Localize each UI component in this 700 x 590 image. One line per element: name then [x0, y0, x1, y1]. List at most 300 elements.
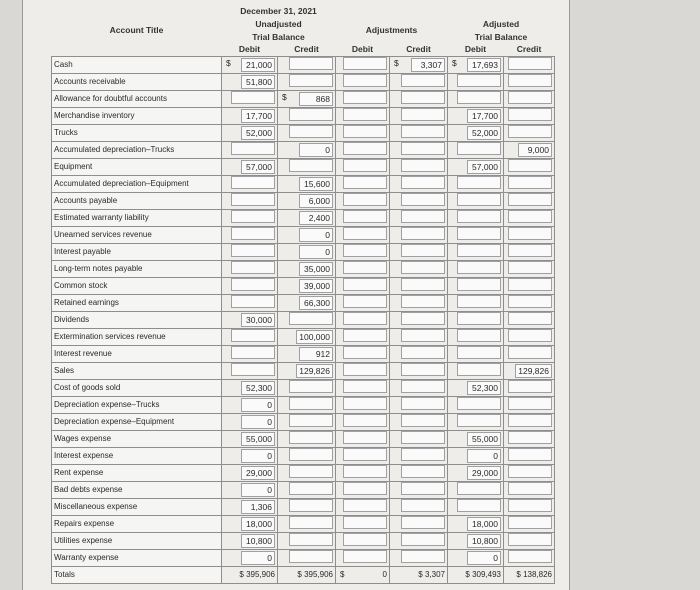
adjusted-debit-input[interactable] [457, 482, 501, 495]
adjustment-credit-input[interactable] [401, 414, 445, 427]
adjustment-credit-cell [390, 311, 448, 328]
adjusted-credit-cell [504, 56, 555, 73]
adjusted-debit-input[interactable] [457, 312, 501, 325]
adjusted-credit-input[interactable] [508, 193, 552, 206]
account-name-cell[interactable]: Common stock [52, 277, 222, 294]
table-row [52, 243, 555, 260]
unadjusted-credit-cell [278, 328, 336, 345]
adjustment-debit-input[interactable] [343, 380, 387, 393]
adjusted-debit-input[interactable] [457, 397, 501, 410]
unadjusted-credit-input[interactable]: 0 [299, 143, 333, 157]
table-row [52, 362, 555, 379]
adjusted-credit-cell [504, 413, 555, 430]
adjustment-credit-cell [390, 243, 448, 260]
adjusted-credit-input[interactable] [508, 465, 552, 478]
adjustment-debit-input[interactable] [343, 142, 387, 155]
adjusted-credit-cell [504, 430, 555, 447]
adjusted-credit-input[interactable] [508, 74, 552, 87]
adjusted-debit-input[interactable] [457, 346, 501, 359]
adjusted-credit-input[interactable] [508, 499, 552, 512]
unadjusted-debit-input[interactable]: 18,000 [241, 517, 275, 531]
adjustment-debit-cell [336, 481, 390, 498]
adjustment-debit-input[interactable] [343, 74, 387, 87]
adjusted-credit-cell [504, 532, 555, 549]
adjusted-debit-cell [448, 396, 504, 413]
adjustment-debit-input[interactable] [343, 414, 387, 427]
total-adjustment-debit-cell [336, 566, 390, 583]
unadjusted-credit-input[interactable]: 66,300 [299, 296, 333, 310]
adjusted-debit-cell [448, 243, 504, 260]
unadjusted-credit-input[interactable] [289, 499, 333, 512]
unadjusted-debit-cell [222, 158, 278, 175]
totals-label: Totals [52, 566, 222, 583]
unadjusted-debit-cell [222, 90, 278, 107]
adjusted-debit-input[interactable] [457, 261, 501, 274]
adjustment-debit-input[interactable] [343, 261, 387, 274]
adjusted-credit-input[interactable] [508, 261, 552, 274]
adjustment-debit-input[interactable] [343, 516, 387, 529]
adjusted-credit-input[interactable] [508, 431, 552, 444]
adjustment-debit-cell [336, 311, 390, 328]
adjusted-debit-cell [448, 532, 504, 549]
adjusted-credit-input[interactable] [508, 57, 552, 70]
adjusted-credit-input[interactable] [508, 227, 552, 240]
adjusted-debit-input[interactable]: 17,693 [467, 58, 501, 72]
account-name-cell[interactable]: Extermination services revenue [52, 328, 222, 345]
adjusted-credit-cell [504, 498, 555, 515]
adjusted-credit-input[interactable] [508, 448, 552, 461]
adjustment-debit-input[interactable] [343, 329, 387, 342]
adjustment-credit-input[interactable] [401, 125, 445, 138]
account-name-cell[interactable]: Accounts receivable [52, 73, 222, 90]
adjusted-credit-input[interactable] [508, 533, 552, 546]
adjusted-credit-cell [504, 260, 555, 277]
adjustment-credit-input[interactable] [401, 74, 445, 87]
account-name-cell[interactable]: Depreciation expense–Equipment [52, 413, 222, 430]
unadjusted-debit-input[interactable]: 30,000 [241, 313, 275, 327]
adjustment-debit-input[interactable] [343, 482, 387, 495]
adjusted-debit-input[interactable] [457, 295, 501, 308]
account-name-cell[interactable]: Allowance for doubtful accounts [52, 90, 222, 107]
adjustment-credit-cell [390, 158, 448, 175]
adjusted-debit-cell [448, 430, 504, 447]
table-row [52, 209, 555, 226]
table-row [52, 158, 555, 175]
unadjusted-credit-input[interactable]: 129,826 [296, 364, 333, 378]
total-adjustment-debit: 0 [382, 570, 387, 579]
account-name-cell[interactable]: Cost of goods sold [52, 379, 222, 396]
adjustment-credit-input[interactable] [401, 329, 445, 342]
adjustment-debit-input[interactable] [343, 448, 387, 461]
account-name-cell[interactable]: Accumulated depreciation–Equipment [52, 175, 222, 192]
unadjusted-credit-input[interactable] [289, 125, 333, 138]
unadjusted-debit-input[interactable]: 52,300 [241, 381, 275, 395]
adjustment-debit-input[interactable] [343, 550, 387, 563]
adjustment-credit-input[interactable] [401, 346, 445, 359]
account-name-cell[interactable]: Utilities expense [52, 532, 222, 549]
unadjusted-debit-input[interactable] [231, 261, 275, 274]
unadjusted-debit-input[interactable] [231, 295, 275, 308]
adjustment-debit-input[interactable] [343, 278, 387, 291]
adjustment-debit-cell [336, 532, 390, 549]
adjustment-debit-cell [336, 90, 390, 107]
adjusted-debit-cell [448, 226, 504, 243]
adjustment-debit-input[interactable] [343, 57, 387, 70]
adjusted-credit-heading: Credit [516, 44, 542, 55]
unadjusted-debit-input[interactable]: 29,000 [241, 466, 275, 480]
unadjusted-credit-input[interactable]: 0 [299, 245, 333, 259]
account-name-cell[interactable]: Warranty expense [52, 549, 222, 566]
adjustment-debit-cell [336, 192, 390, 209]
unadjusted-credit-cell [278, 447, 336, 464]
account-name-cell[interactable]: Bad debts expense [52, 481, 222, 498]
adjustment-debit-input[interactable] [343, 227, 387, 240]
adjustment-credit-cell [390, 345, 448, 362]
account-name-cell[interactable]: Long-term notes payable [52, 260, 222, 277]
account-name-cell[interactable]: Cash [52, 56, 222, 73]
account-name-cell[interactable]: Dividends [52, 311, 222, 328]
unadjusted-credit-cell [278, 90, 336, 107]
adjusted-debit-input[interactable] [457, 193, 501, 206]
adjusted-debit-input[interactable] [457, 329, 501, 342]
unadjusted-credit-input[interactable]: 868 [299, 92, 333, 106]
account-name-cell[interactable]: Repairs expense [52, 515, 222, 532]
table-row [52, 515, 555, 532]
adjustment-credit-cell [390, 260, 448, 277]
unadjusted-credit-input[interactable] [289, 108, 333, 121]
adjusted-debit-input[interactable]: 29,000 [467, 466, 501, 480]
account-name-cell[interactable]: Depreciation expense–Trucks [52, 396, 222, 413]
unadjusted-debit-input[interactable]: 51,800 [241, 75, 275, 89]
adjustment-credit-cell [390, 532, 448, 549]
adjusted-debit-input[interactable]: 0 [467, 551, 501, 565]
adjusted-credit-cell [504, 175, 555, 192]
adjustment-debit-cell [336, 56, 390, 73]
adjustment-credit-cell [390, 124, 448, 141]
unadjusted-debit-input[interactable]: 1,306 [241, 500, 275, 514]
account-name-cell[interactable]: Miscellaneous expense [52, 498, 222, 515]
unadjusted-debit-cell [222, 107, 278, 124]
unadjusted-debit-input[interactable]: 57,000 [241, 160, 275, 174]
adjustment-debit-input[interactable] [343, 431, 387, 444]
unadjusted-credit-input[interactable] [289, 465, 333, 478]
unadjusted-debit-cell [222, 209, 278, 226]
adjustment-debit-input[interactable] [343, 312, 387, 325]
unadjusted-credit-input[interactable] [289, 159, 333, 172]
adjustment-debit-input[interactable] [343, 499, 387, 512]
table-row [52, 481, 555, 498]
adjusted-debit-input[interactable] [457, 176, 501, 189]
total-adjusted-credit: $ 138,826 [516, 570, 552, 579]
adjustment-debit-input[interactable] [343, 108, 387, 121]
unadjusted-debit-input[interactable] [231, 210, 275, 223]
unadjusted-credit-input[interactable]: 912 [299, 347, 333, 361]
unadjusted-debit-input[interactable]: 55,000 [241, 432, 275, 446]
adjusted-debit-input[interactable] [457, 74, 501, 87]
account-name-cell[interactable]: Interest revenue [52, 345, 222, 362]
adjusted-credit-cell [504, 124, 555, 141]
adjusted-credit-input[interactable] [508, 278, 552, 291]
adjusted-debit-cell [448, 260, 504, 277]
adjusted-debit-input[interactable]: 10,800 [467, 534, 501, 548]
adjustment-credit-input[interactable] [401, 499, 445, 512]
adjustment-credit-input[interactable] [401, 210, 445, 223]
adjustment-debit-input[interactable] [343, 363, 387, 376]
unadjusted-debit-input[interactable] [231, 278, 275, 291]
adjusted-credit-input[interactable] [508, 329, 552, 342]
unadjusted-credit-input[interactable]: 0 [299, 228, 333, 242]
adjustment-credit-input[interactable] [401, 380, 445, 393]
adjusted-debit-input[interactable] [457, 91, 501, 104]
unadjusted-credit-cell [278, 362, 336, 379]
adjustment-credit-cell [390, 430, 448, 447]
adjusted-debit-input[interactable] [457, 278, 501, 291]
adjusted-credit-input[interactable] [508, 176, 552, 189]
adjustment-credit-cell [390, 56, 448, 73]
account-name-cell[interactable]: Accounts payable [52, 192, 222, 209]
account-name-cell[interactable]: Interest expense [52, 447, 222, 464]
table-row [52, 464, 555, 481]
adjusted-credit-input[interactable] [508, 125, 552, 138]
unadjusted-credit-input[interactable]: 6,000 [299, 194, 333, 208]
adjusted-debit-cell [448, 90, 504, 107]
adjusted-credit-cell [504, 226, 555, 243]
adjustment-credit-input[interactable] [401, 108, 445, 121]
adjusted-debit-input[interactable] [457, 210, 501, 223]
adjusted-credit-cell [504, 345, 555, 362]
unadjusted-debit-input[interactable] [231, 91, 275, 104]
adjustment-credit-cell [390, 379, 448, 396]
unadjusted-debit-input[interactable] [231, 193, 275, 206]
unadjusted-credit-input[interactable]: 15,600 [299, 177, 333, 191]
adjusted-debit-cell [448, 73, 504, 90]
unadjusted-credit-cell [278, 260, 336, 277]
unadjusted-debit-input[interactable]: 52,000 [241, 126, 275, 140]
unadjusted-debit-input[interactable]: 0 [241, 449, 275, 463]
adjustment-debit-input[interactable] [343, 465, 387, 478]
adjusted-debit-cell [448, 464, 504, 481]
adjustment-debit-cell [336, 464, 390, 481]
table-row [52, 124, 555, 141]
adjusted-debit-cell [448, 379, 504, 396]
adjustment-credit-cell [390, 73, 448, 90]
unadjusted-debit-input[interactable] [231, 176, 275, 189]
unadjusted-credit-cell [278, 430, 336, 447]
adjusted-debit-input[interactable] [457, 414, 501, 427]
table-row [52, 498, 555, 515]
adjusted-credit-input[interactable] [508, 295, 552, 308]
adjustment-credit-input[interactable] [401, 363, 445, 376]
adjusted-debit-cell [448, 549, 504, 566]
adjusted-credit-input[interactable] [508, 482, 552, 495]
account-name-cell[interactable]: Sales [52, 362, 222, 379]
unadjusted-credit-input[interactable] [289, 57, 333, 70]
adjustment-debit-input[interactable] [343, 397, 387, 410]
unadjusted-credit-cell [278, 243, 336, 260]
adjusted-credit-input[interactable] [508, 550, 552, 563]
adjustment-credit-input[interactable]: 3,307 [411, 58, 445, 72]
adjustment-credit-input[interactable] [401, 278, 445, 291]
unadjusted-debit-cell [222, 549, 278, 566]
unadjusted-credit-cell [278, 379, 336, 396]
adjustment-credit-input[interactable] [401, 550, 445, 563]
adjusted-credit-input[interactable]: 9,000 [518, 143, 552, 157]
table-row [52, 345, 555, 362]
unadjusted-credit-input[interactable] [289, 550, 333, 563]
unadjusted-debit-input[interactable]: 21,000 [241, 58, 275, 72]
adjusted-credit-input[interactable] [508, 346, 552, 359]
adjustment-debit-input[interactable] [343, 91, 387, 104]
adjusted-debit-cell [448, 328, 504, 345]
adjusted-debit-cell [448, 362, 504, 379]
adjustment-credit-input[interactable] [401, 176, 445, 189]
adjusted-credit-input[interactable]: 129,826 [515, 364, 552, 378]
adjustment-credit-input[interactable] [401, 533, 445, 546]
adjustment-credit-cell [390, 107, 448, 124]
adjustment-credit-input[interactable] [401, 193, 445, 206]
adjusted-debit-input[interactable]: 57,000 [467, 160, 501, 174]
unadjusted-debit-cell [222, 362, 278, 379]
unadjusted-debit-input[interactable]: 0 [241, 415, 275, 429]
unadjusted-credit-input[interactable]: 100,000 [296, 330, 333, 344]
account-name-cell[interactable]: Unearned services revenue [52, 226, 222, 243]
unadjusted-debit-input[interactable]: 0 [241, 398, 275, 412]
adjusted-debit-input[interactable] [457, 244, 501, 257]
unadjusted-debit-input[interactable] [231, 142, 275, 155]
adjustment-credit-input[interactable] [401, 465, 445, 478]
adjusted-credit-input[interactable] [508, 244, 552, 257]
adjustment-credit-input[interactable] [401, 448, 445, 461]
adjusted-credit-input[interactable] [508, 397, 552, 410]
unadjusted-credit-input[interactable] [289, 397, 333, 410]
adjusted-debit-input[interactable] [457, 499, 501, 512]
unadjusted-credit-cell [278, 124, 336, 141]
unadjusted-debit-input[interactable] [231, 244, 275, 257]
unadjusted-credit-input[interactable] [289, 482, 333, 495]
unadjusted-debit-cell [222, 532, 278, 549]
unadjusted-credit-input[interactable] [289, 414, 333, 427]
account-name-cell[interactable]: Rent expense [52, 464, 222, 481]
unadjusted-credit-input[interactable] [289, 533, 333, 546]
adjustment-debit-input[interactable] [343, 193, 387, 206]
adjusted-credit-cell [504, 90, 555, 107]
adjustment-credit-input[interactable] [401, 397, 445, 410]
unadjusted-credit-input[interactable] [289, 431, 333, 444]
adjustment-credit-input[interactable] [401, 312, 445, 325]
adjusted-credit-input[interactable] [508, 516, 552, 529]
unadjusted-debit-heading: Debit [238, 44, 261, 55]
adjusted-credit-cell [504, 192, 555, 209]
adjusted-credit-input[interactable] [508, 312, 552, 325]
adjustment-debit-input[interactable] [343, 159, 387, 172]
adjustment-debit-input[interactable] [343, 295, 387, 308]
adjusted-credit-cell [504, 396, 555, 413]
adjusted-debit-input[interactable]: 52,300 [467, 381, 501, 395]
unadjusted-credit-input[interactable]: 39,000 [299, 279, 333, 293]
adjusted-credit-input[interactable] [508, 414, 552, 427]
account-name-cell[interactable]: Interest payable [52, 243, 222, 260]
adjustment-credit-cell [390, 192, 448, 209]
adjusted-debit-input[interactable]: 17,700 [467, 109, 501, 123]
unadjusted-credit-cell [278, 107, 336, 124]
unadjusted-debit-input[interactable] [231, 363, 275, 376]
adjusted-debit-input[interactable]: 52,000 [467, 126, 501, 140]
unadjusted-credit-input[interactable] [289, 380, 333, 393]
unadjusted-debit-input[interactable] [231, 329, 275, 342]
adjustment-debit-input[interactable] [343, 244, 387, 257]
unadjusted-credit-input[interactable] [289, 448, 333, 461]
adjustment-debit-input[interactable] [343, 176, 387, 189]
adjustment-credit-input[interactable] [401, 516, 445, 529]
unadjusted-debit-input[interactable] [231, 346, 275, 359]
unadjusted-debit-input[interactable]: 17,700 [241, 109, 275, 123]
adjusted-credit-input[interactable] [508, 380, 552, 393]
adjusted-debit-input[interactable] [457, 363, 501, 376]
adjustment-credit-cell [390, 447, 448, 464]
table-row [52, 396, 555, 413]
account-name-cell[interactable]: Wages expense [52, 430, 222, 447]
unadjusted-credit-input[interactable]: 35,000 [299, 262, 333, 276]
unadjusted-debit-input[interactable] [231, 227, 275, 240]
adjustment-credit-input[interactable] [401, 244, 445, 257]
adjusted-credit-input[interactable] [508, 91, 552, 104]
adjustment-credit-input[interactable] [401, 91, 445, 104]
adjusted-credit-input[interactable] [508, 210, 552, 223]
adjustment-credit-input[interactable] [401, 159, 445, 172]
adjustment-debit-input[interactable] [343, 210, 387, 223]
adjustment-credit-input[interactable] [401, 482, 445, 495]
adjustment-debit-input[interactable] [343, 346, 387, 359]
account-name-cell[interactable]: Accumulated depreciation–Trucks [52, 141, 222, 158]
account-name-cell[interactable]: Estimated warranty liability [52, 209, 222, 226]
unadjusted-credit-cell [278, 481, 336, 498]
adjustment-debit-cell [336, 345, 390, 362]
adjustment-credit-input[interactable] [401, 142, 445, 155]
unadjusted-debit-input[interactable]: 0 [241, 483, 275, 497]
unadjusted-debit-input[interactable]: 0 [241, 551, 275, 565]
unadjusted-credit-input[interactable] [289, 74, 333, 87]
account-name-cell[interactable]: Equipment [52, 158, 222, 175]
adjusted-debit-input[interactable]: 18,000 [467, 517, 501, 531]
worksheet-page [22, 0, 570, 590]
adjusted-debit-input[interactable] [457, 142, 501, 155]
adjusted-debit-input[interactable] [457, 227, 501, 240]
account-name-cell[interactable]: Retained earnings [52, 294, 222, 311]
adjustment-debit-input[interactable] [343, 533, 387, 546]
unadjusted-credit-input[interactable] [289, 312, 333, 325]
table-row [52, 56, 555, 73]
account-name-cell[interactable]: Merchandise inventory [52, 107, 222, 124]
unadjusted-debit-input[interactable]: 10,800 [241, 534, 275, 548]
adjustment-credit-input[interactable] [401, 261, 445, 274]
adjusted-credit-input[interactable] [508, 108, 552, 121]
account-name-cell[interactable]: Trucks [52, 124, 222, 141]
adjusted-credit-input[interactable] [508, 159, 552, 172]
adjusted-debit-input[interactable]: 0 [467, 449, 501, 463]
adjusted-debit-input[interactable]: 55,000 [467, 432, 501, 446]
unadjusted-credit-input[interactable] [289, 516, 333, 529]
adjustment-credit-input[interactable] [401, 295, 445, 308]
unadjusted-debit-cell [222, 243, 278, 260]
adjustment-credit-input[interactable] [401, 431, 445, 444]
adjustment-credit-cell [390, 498, 448, 515]
adjusted-credit-cell [504, 328, 555, 345]
unadjusted-credit-heading: Credit [294, 44, 319, 55]
adjustment-debit-cell [336, 396, 390, 413]
adjustment-credit-input[interactable] [401, 227, 445, 240]
adjustment-debit-input[interactable] [343, 125, 387, 138]
unadjusted-credit-input[interactable]: 2,400 [299, 211, 333, 225]
